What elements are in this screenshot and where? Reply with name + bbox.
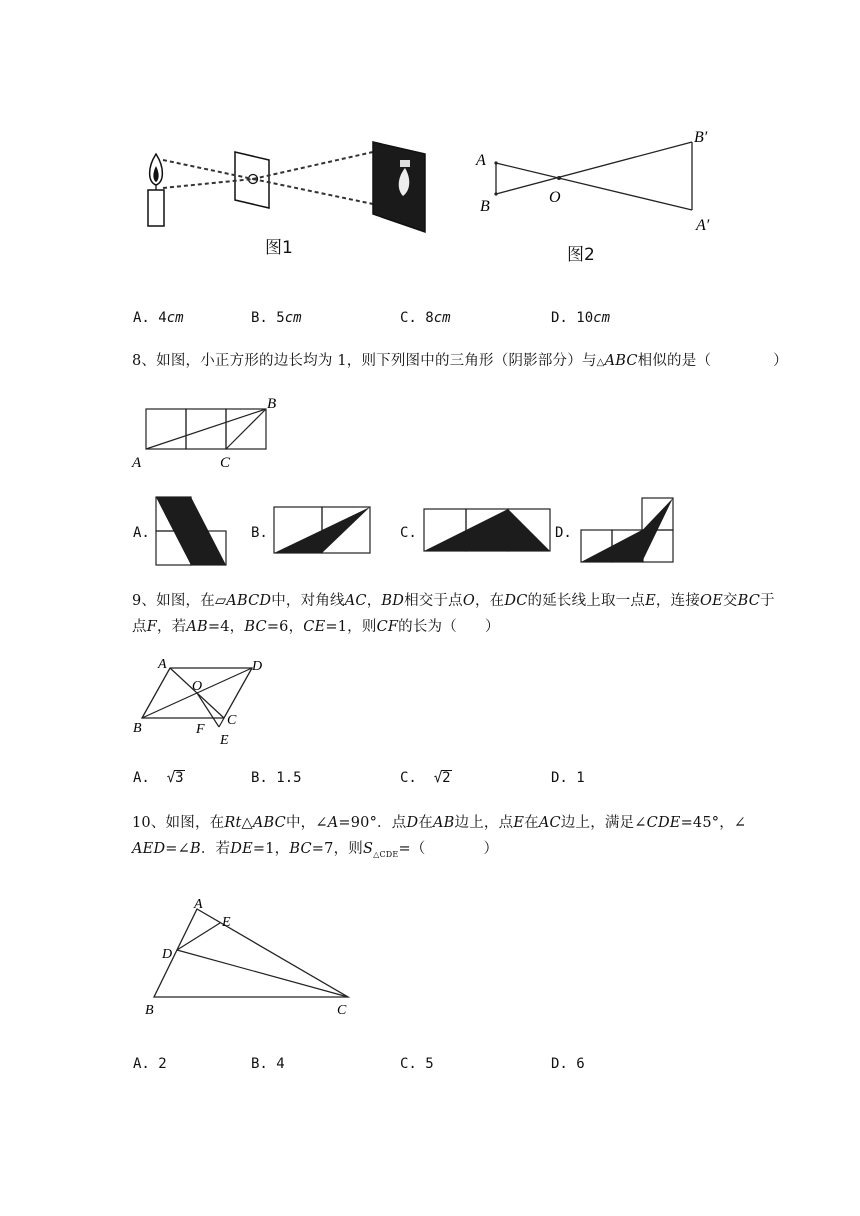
q9-label-e: E xyxy=(220,733,229,748)
q8-option-c-figure[interactable] xyxy=(423,508,551,552)
q9-figure xyxy=(128,652,278,748)
q10-option-a[interactable]: A. 2 xyxy=(133,1056,167,1072)
q9-line-2: 点F，若AB=4，BC=6，CE=1，则CF的长为（ ） xyxy=(132,619,500,635)
q7-option-b[interactable]: B. 5cm xyxy=(251,310,302,326)
q10-label-c: C xyxy=(337,1003,347,1018)
q8-option-d-figure[interactable] xyxy=(580,497,675,563)
q8-label-c: C xyxy=(220,455,231,471)
fig2-label-o: O xyxy=(549,189,561,206)
q10-label-b: B xyxy=(145,1003,154,1018)
q8-option-a-label[interactable]: A. xyxy=(133,525,150,541)
q9-label-d: D xyxy=(252,659,263,674)
q10-option-b[interactable]: B. 4 xyxy=(251,1056,285,1072)
q9-line-1: 9、如图，在▱ABCD中，对角线AC，BD相交于点O，在DC的延长线上取一点E，连接OE交BC于 xyxy=(132,593,775,609)
q9-label-b: B xyxy=(133,721,142,736)
q10-question-text xyxy=(132,812,822,866)
triangle-abc-grid xyxy=(130,393,290,473)
q10-line-1: 10、如图，在Rt△ABC中，∠A=90°．点D在AB边上，点E在AC边上，满足∠CDE=45°，∠ xyxy=(132,815,747,831)
q7-figure-2-caption: 图2 xyxy=(567,245,595,265)
fig2-label-b-prime: B′ xyxy=(694,129,708,146)
q7-option-c[interactable]: C. 8cm xyxy=(400,310,451,326)
q8-option-c-label[interactable]: C. xyxy=(400,525,417,541)
q9-question-text xyxy=(132,590,822,638)
q7-option-d[interactable]: D. 10cm xyxy=(551,310,611,326)
q9-label-c: C xyxy=(227,713,237,728)
fig2-label-a-prime: A′ xyxy=(696,217,710,234)
q8-option-b-figure[interactable] xyxy=(273,506,371,554)
q7-option-a[interactable]: A. 4cm xyxy=(133,310,184,326)
q10-option-d[interactable]: D. 6 xyxy=(551,1056,585,1072)
q8-question-text: 8、如图，小正方形的边长均为 1，则下列图中的三角形（阴影部分）与△ABC相似的是（ ） xyxy=(132,353,788,369)
q10-option-c[interactable]: C. 5 xyxy=(400,1056,434,1072)
q10-line-2: AED=∠B．若DE=1，BC=7，则$S_{\triangle CDE}=$（ ） xyxy=(132,841,499,859)
q7-figure-2 xyxy=(470,120,730,240)
q9-label-o: O xyxy=(192,679,203,694)
right-triangle-abc-diagram xyxy=(140,890,360,1020)
q10-label-d: D xyxy=(162,947,173,962)
q9-label-a: A xyxy=(158,657,167,672)
fig2-label-b: B xyxy=(480,198,490,215)
q9-option-a[interactable]: A. √3 xyxy=(133,770,184,786)
bowtie-triangles-diagram xyxy=(470,120,730,240)
q8-label-a: A xyxy=(132,455,142,471)
q9-label-f: F xyxy=(196,722,205,737)
parallelogram-abcd-diagram xyxy=(128,652,278,748)
q9-option-b[interactable]: B. 1.5 xyxy=(251,770,302,786)
q10-label-e: E xyxy=(222,915,231,930)
q8-option-a-figure[interactable] xyxy=(155,496,227,566)
q8-label-b: B xyxy=(267,396,277,412)
q7-figure-1-caption: 图1 xyxy=(265,238,293,258)
q9-option-d[interactable]: D. 1 xyxy=(551,770,585,786)
q8-option-d-label[interactable]: D. xyxy=(555,525,572,541)
q8-reference-figure xyxy=(130,393,290,473)
q10-figure xyxy=(140,890,360,1020)
q8-option-b-label[interactable]: B. xyxy=(251,525,268,541)
q9-option-c[interactable]: C. √2 xyxy=(400,770,451,786)
q10-label-a: A xyxy=(194,897,203,912)
fig2-label-a: A xyxy=(476,152,486,169)
